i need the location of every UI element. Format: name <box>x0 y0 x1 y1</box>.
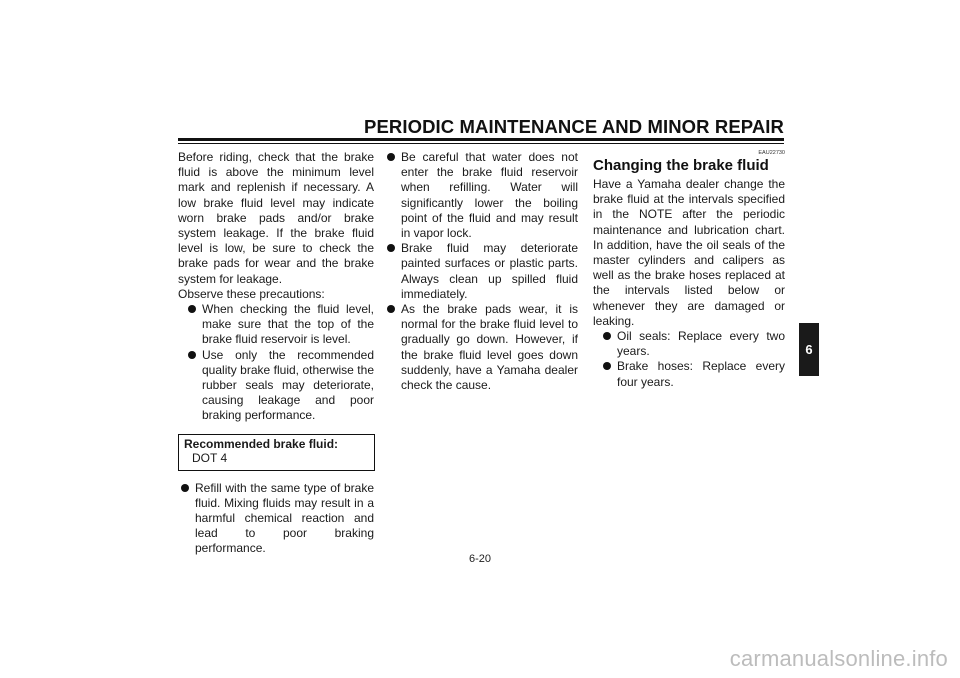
list-item: Refill with the same type of brake fluid. Mixing fluids may result in a harmful chemical reaction and lead to poor braking performance. <box>178 481 374 557</box>
bullet-icon <box>387 244 395 252</box>
section-body: Have a Yamaha dealer change the brake fluid at the intervals specified in the NOTE after the periodic maintenance and lubrication chart. In addition, have the oil seals of the master cylinders and calipers as well as the brake hoses replaced at the intervals listed below or whenever they are damaged or leaking. <box>593 177 785 328</box>
page-title: PERIODIC MAINTENANCE AND MINOR REPAIR <box>364 116 784 137</box>
header-rule <box>178 138 784 141</box>
caution-list <box>384 150 578 393</box>
watermark: carmanualsonline.info <box>729 646 948 671</box>
list-item: When checking the fluid level, make sure that the top of the brake fluid reservoir is level. <box>185 302 374 348</box>
list-item: Be careful that water does not enter the brake fluid reservoir when refilling. Water will significantly lower the boiling point of the fluid and may result in vapor lock. <box>384 150 578 241</box>
bullet-icon <box>603 332 611 340</box>
list-item: Use only the recommended quality brake fluid, otherwise the rubber seals may deteriorate, causing leakage and poor braking performance. <box>185 348 374 424</box>
recommended-fluid-box <box>178 434 375 471</box>
precautions-list <box>178 302 374 424</box>
bullet-icon <box>188 305 196 313</box>
header-rule-thin <box>178 143 784 144</box>
page-number: 6-20 <box>469 553 492 565</box>
section-heading: Changing the brake fluid <box>593 157 769 174</box>
bullet-icon <box>603 362 611 370</box>
bullet-icon <box>387 305 395 313</box>
refill-list <box>178 481 374 557</box>
list-item: Brake hoses: Replace every four years. <box>600 359 785 389</box>
intro-paragraph: Before riding, check that the brake fluid is above the minimum level mark and replenish if necessary. A low brake fluid level may indicate worn brake pads and/or brake system leakage. If the brake fluid level is low, be sure to check the brake pads for wear and the brake system for leakage. <box>178 150 374 286</box>
bullet-icon <box>387 153 395 161</box>
bullet-icon <box>188 351 196 359</box>
section-code: EAU22730 <box>758 150 785 156</box>
list-item: As the brake pads wear, it is normal for the brake fluid level to gradually go down. However, if the brake fluid level goes down suddenly, have a Yamaha dealer check the cause. <box>384 302 578 393</box>
column-2 <box>384 150 578 393</box>
column-3 <box>593 150 785 390</box>
spec-value: DOT 4 <box>192 450 228 465</box>
chapter-tab: 6 <box>799 323 819 376</box>
bullet-icon <box>181 484 189 492</box>
spec-label: Recommended brake fluid: <box>184 436 339 451</box>
list-item: Oil seals: Replace every two years. <box>600 329 785 359</box>
precautions-lead: Observe these precautions: <box>178 286 325 301</box>
list-item: Brake fluid may deteriorate painted surfaces or plastic parts. Always clean up spilled fluid immediately. <box>384 241 578 302</box>
replacement-list <box>593 329 785 390</box>
column-1 <box>178 150 374 557</box>
